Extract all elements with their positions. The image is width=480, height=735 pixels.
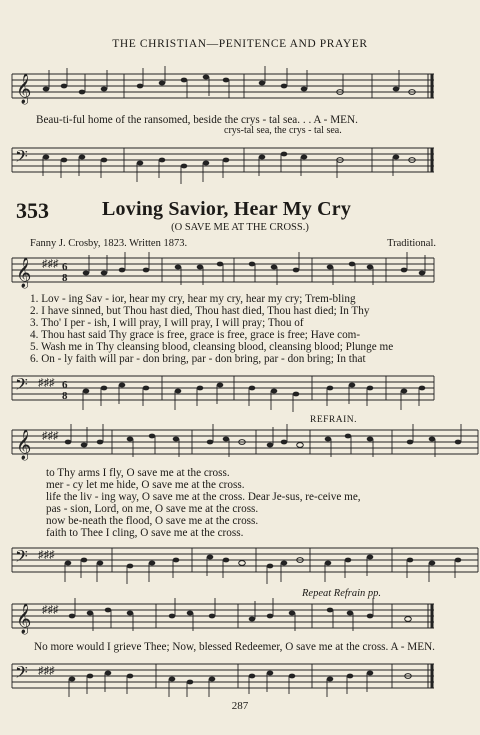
hymn-author: Fanny J. Crosby, 1823. Written 1873.	[30, 238, 188, 249]
svg-text:𝄢: 𝄢	[15, 548, 28, 570]
music-staff-verse-bass	[12, 368, 440, 412]
page-header: THE CHRISTIAN—PENITENCE AND PRAYER	[112, 38, 368, 50]
svg-text:6: 6	[62, 261, 68, 273]
svg-text:𝄞: 𝄞	[16, 74, 32, 103]
svg-text:𝄢: 𝄢	[15, 664, 28, 686]
top-hymn-lyric: Beau-ti-ful home of the ransomed, beside the crys - tal sea. . . A - MEN.	[36, 114, 358, 126]
svg-text:𝄞: 𝄞	[16, 604, 32, 633]
verse-line-4: 4. Thou hast said Thy grace is free, grace is free, grace is free; Have com-	[30, 329, 361, 341]
hymn-subtitle: (O SAVE ME AT THE CROSS.)	[171, 222, 309, 233]
music-staff-top-bass	[12, 140, 440, 188]
music-staff-verse-treble	[12, 252, 440, 292]
verse-ending-3: life the liv - ing way, O save me at the cross. Dear Je-sus, re-ceive me,	[46, 491, 361, 503]
verse-ending-5: now be-neath the flood, O save me at the cross.	[46, 515, 259, 527]
verse-line-3: 3. Tho' I per - ish, I will pray, I will pray, I will pray; Thou of	[30, 317, 304, 329]
verse-line-1: 1. Lov - ing Sav - ior, hear my cry, hear my cry, hear my cry; Trem-bling	[30, 293, 356, 305]
svg-text:8: 8	[62, 390, 68, 402]
svg-text:♯♯♯: ♯♯♯	[38, 665, 55, 677]
hymn-number: 353	[16, 198, 49, 223]
music-staff-refrain-treble	[12, 424, 480, 464]
hymn-title: Loving Savior, Hear My Cry	[102, 198, 352, 220]
final-lyric-line: No more would I grieve Thee; Now, blessed Redeemer, O save me at the cross. A - MEN.	[34, 641, 435, 653]
svg-text:𝄞: 𝄞	[16, 430, 32, 459]
svg-text:𝄢: 𝄢	[15, 148, 28, 170]
svg-text:♯♯♯: ♯♯♯	[42, 258, 59, 270]
music-staff-top-treble	[12, 66, 440, 110]
svg-text:𝄞: 𝄞	[16, 258, 32, 287]
svg-text:♯♯♯: ♯♯♯	[38, 377, 55, 389]
hymn-tune-credit: Traditional.	[387, 238, 436, 249]
svg-text:♯♯♯: ♯♯♯	[42, 430, 59, 442]
music-staff-final-bass	[12, 656, 440, 698]
svg-text:𝄢: 𝄢	[15, 376, 28, 398]
verse-ending-2: mer - cy let me hide, O save me at the cross.	[46, 479, 245, 491]
music-staff-final-treble	[12, 598, 440, 638]
svg-text:♯♯♯: ♯♯♯	[42, 604, 59, 616]
svg-text:8: 8	[62, 272, 68, 284]
music-staff-refrain-bass	[12, 540, 480, 584]
verse-ending-6: faith to Thee I cling, O save me at the cross.	[46, 527, 244, 539]
verse-line-2: 2. I have sinned, but Thou hast died, Thou hast died, Thou hast died; In Thy	[30, 305, 370, 317]
page-number: 287	[231, 700, 249, 712]
svg-text:♯♯♯: ♯♯♯	[38, 549, 55, 561]
repeat-refrain-note: Repeat Refrain pp.	[302, 588, 382, 599]
refrain-label: REFRAIN.	[310, 415, 358, 425]
top-hymn-echo-lyric: crys-tal sea, the crys - tal sea.	[224, 125, 342, 136]
svg-text:6: 6	[62, 379, 68, 391]
verse-ending-1: to Thy arms I fly, O save me at the cross.	[46, 467, 230, 479]
verse-line-5: 5. Wash me in Thy cleansing blood, cleansing blood, cleansing blood; Plunge me	[30, 341, 394, 353]
verse-ending-4: pas - sion, Lord, on me, O save me at the cross.	[46, 503, 259, 515]
verse-line-6: 6. On - ly faith will par - don bring, par - don bring, par - don bring; In that	[30, 353, 366, 365]
